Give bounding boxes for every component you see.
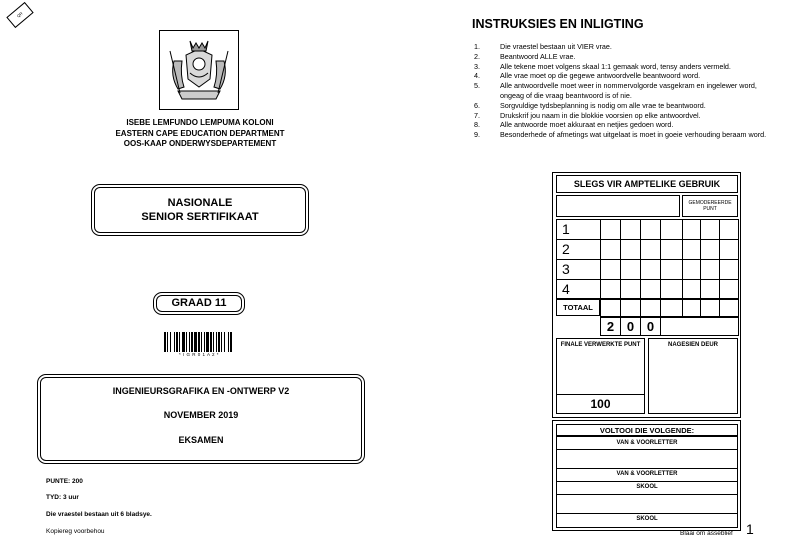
barcode-text: * I G R 0 1 A 2 * xyxy=(178,352,220,357)
barcode-bar xyxy=(191,332,193,352)
barcode-bar xyxy=(189,332,190,352)
mark-cell[interactable] xyxy=(600,219,621,240)
total-digit-cell: 0 xyxy=(620,317,641,336)
instruction-item xyxy=(474,81,776,101)
grade-box xyxy=(156,295,242,312)
final-mark-label: FINALE VERWERKTE PUNT xyxy=(560,342,641,348)
barcode-bar xyxy=(228,332,229,352)
school-label-1: SKOOL xyxy=(636,484,658,490)
barcode-bar xyxy=(206,332,209,352)
coat-of-arms-frame xyxy=(159,30,239,110)
barcode-bar xyxy=(174,332,175,352)
time-text: TYD: 3 uur xyxy=(46,494,79,501)
question-number-cell: 1 xyxy=(556,219,601,240)
mark-cell[interactable] xyxy=(719,239,739,260)
total-cell[interactable] xyxy=(640,298,661,317)
instruction-text: Alle antwoordvelle moet weer in nommervolgorde vasgekram en ingelewer word, ongeag of die vraag beantwoord is of nie. xyxy=(500,81,757,100)
exam-date: NOVEMBER 2019 xyxy=(163,410,239,420)
instruction-number: 1. xyxy=(474,42,480,51)
mark-cell[interactable] xyxy=(682,219,701,240)
official-use-title: SLEGS VIR AMPTELIKE GEBRUIK xyxy=(556,175,738,193)
mark-cell[interactable] xyxy=(660,239,683,260)
barcode-bar xyxy=(230,332,232,352)
barcode-bar xyxy=(216,332,217,352)
final-mark-value-box xyxy=(557,394,644,414)
mark-cell[interactable] xyxy=(700,219,720,240)
mark-cell[interactable] xyxy=(640,219,661,240)
instructions-title: INSTRUKSIES EN INLIGTING xyxy=(472,17,644,31)
school-label-2: SKOOL xyxy=(636,516,658,522)
instruction-text: Beantwoord ALLE vrae. xyxy=(500,51,576,61)
moderated-label: GEMODEREERDE PUNT xyxy=(682,195,738,217)
mark-cell[interactable] xyxy=(620,239,641,260)
instruction-number: 4. xyxy=(474,71,480,81)
page-number: 1 xyxy=(746,521,754,537)
barcode-bar xyxy=(182,332,185,352)
instruction-number: 8. xyxy=(474,120,480,130)
mark-cell[interactable] xyxy=(719,279,739,300)
copyright-text: Kopiereg voorbehou xyxy=(46,528,105,535)
total-cell[interactable] xyxy=(682,298,701,317)
barcode xyxy=(164,332,234,357)
viewed-by-box xyxy=(648,338,738,414)
total-cell[interactable] xyxy=(719,298,739,317)
complete-title: VOLTOOI DIE VOLGENDE: xyxy=(556,424,738,436)
question-number-cell: 2 xyxy=(556,239,601,260)
mark-cell[interactable] xyxy=(640,239,661,260)
barcode-bar xyxy=(194,332,197,352)
instruction-text: Besonderhede of afmetings wat uitgelaat is moet in goeie verhouding beraam word. xyxy=(500,130,767,140)
mark-cell[interactable] xyxy=(700,239,720,260)
certificate-line-2: SENIOR SERTIFIKAAT xyxy=(141,211,259,223)
instruction-text: Sorgvuldige tydsbeplanning is nodig om alle vrae te beantwoord. xyxy=(500,100,706,110)
mark-cell[interactable] xyxy=(660,279,683,300)
instruction-number: 3. xyxy=(474,61,480,71)
barcode-bar xyxy=(201,332,202,352)
mark-cell[interactable] xyxy=(700,259,720,280)
instruction-text: Alle tekene moet volgens skaal 1:1 gemaak word, tensy anders vermeld. xyxy=(500,61,731,71)
total-digit-cell: 2 xyxy=(600,317,621,336)
marks-text: PUNTE: 200 xyxy=(46,478,83,485)
barcode-bar xyxy=(170,332,171,352)
instruction-number: 9. xyxy=(474,130,480,140)
barcode-bar xyxy=(179,332,180,352)
barcode-bar xyxy=(198,332,200,352)
dept-line-2: EASTERN CAPE EDUCATION DEPARTMENT xyxy=(115,128,285,138)
exam-type: EKSAMEN xyxy=(178,435,224,445)
turn-over-text: Blaai om asseblief xyxy=(680,530,733,537)
question-number-cell: 3 xyxy=(556,259,601,280)
barcode-bar xyxy=(210,332,212,352)
barcode-bar xyxy=(167,332,168,352)
total-cell[interactable] xyxy=(700,298,720,317)
instruction-item xyxy=(474,71,776,81)
instruction-number: 2. xyxy=(474,51,480,61)
barcode-bar xyxy=(204,332,205,352)
mark-cell[interactable] xyxy=(682,239,701,260)
surname-label-2: VAN & VOORLETTER xyxy=(616,471,678,477)
instruction-item xyxy=(474,52,776,62)
mark-cell[interactable] xyxy=(600,279,621,300)
mark-cell[interactable] xyxy=(620,259,641,280)
instruction-text: Die vraestel bestaan uit VIER vrae. xyxy=(500,42,612,51)
mark-cell[interactable] xyxy=(700,279,720,300)
mark-cell[interactable] xyxy=(640,279,661,300)
barcode-icon xyxy=(164,332,234,352)
total-label: TOTAAL xyxy=(556,298,600,316)
coat-of-arms-icon xyxy=(160,31,238,109)
total-blank-cell xyxy=(660,317,739,336)
instruction-number: 5. xyxy=(474,81,480,91)
surname-label-1: VAN & VOORLETTER xyxy=(616,440,678,446)
corner-tag: QR xyxy=(6,2,33,28)
exam-subject: INGENIEURSGRAFIKA EN -ONTWERP V2 xyxy=(112,386,290,396)
instruction-text: Alle vrae moet op die gegewe antwoordvelle beantwoord word. xyxy=(500,71,701,81)
instructions-list xyxy=(474,42,776,140)
mark-cell[interactable] xyxy=(600,259,621,280)
barcode-bar xyxy=(164,332,166,352)
dept-line-3: OOS-KAAP ONDERWYSDEPARTEMENT xyxy=(123,139,277,148)
instruction-item xyxy=(474,42,776,52)
total-cell[interactable] xyxy=(600,298,621,317)
instruction-text: Alle antwoorde moet akkuraat en netjies gedoen word. xyxy=(500,120,674,130)
mark-cell[interactable] xyxy=(719,219,739,240)
certificate-line-1: NASIONALE xyxy=(167,197,233,209)
final-mark-box xyxy=(556,338,645,414)
mark-cell[interactable] xyxy=(682,279,701,300)
mark-cell[interactable] xyxy=(620,279,641,300)
instruction-text: Drukskrif jou naam in die blokkie voorsien op elke antwoordvel. xyxy=(500,110,701,120)
barcode-bar xyxy=(186,332,187,352)
mark-cell[interactable] xyxy=(640,259,661,280)
mark-cell[interactable] xyxy=(682,259,701,280)
mark-cell[interactable] xyxy=(620,219,641,240)
mark-cell[interactable] xyxy=(660,219,683,240)
official-header-left xyxy=(556,195,680,217)
certificate-box xyxy=(94,187,306,233)
instruction-item xyxy=(474,120,776,130)
barcode-bar xyxy=(218,332,220,352)
dept-line-1: ISEBE LEMFUNDO LEMPUMA KOLONI xyxy=(126,118,274,127)
instruction-item xyxy=(474,111,776,121)
total-cell[interactable] xyxy=(620,298,641,317)
instruction-number: 6. xyxy=(474,100,480,110)
mark-cell[interactable] xyxy=(600,239,621,260)
question-number-cell: 4 xyxy=(556,279,601,300)
instruction-item xyxy=(474,62,776,72)
barcode-bar xyxy=(213,332,214,352)
final-mark-value: 100 xyxy=(590,397,611,411)
grade-label: GRAAD 11 xyxy=(171,297,227,309)
pages-text: Die vraestel bestaan uit 6 bladsye. xyxy=(46,511,152,518)
exam-box xyxy=(40,377,362,461)
barcode-bar xyxy=(221,332,222,352)
instruction-number: 7. xyxy=(474,110,480,120)
mark-cell[interactable] xyxy=(660,259,683,280)
total-digit-cell: 0 xyxy=(640,317,661,336)
viewed-by-label: NAGESIEN DEUR xyxy=(667,342,718,348)
barcode-bar xyxy=(176,332,178,352)
instruction-item xyxy=(474,101,776,111)
mark-cell[interactable] xyxy=(719,259,739,280)
total-cell[interactable] xyxy=(660,298,683,317)
barcode-bar xyxy=(224,332,225,352)
instruction-item xyxy=(474,130,776,140)
